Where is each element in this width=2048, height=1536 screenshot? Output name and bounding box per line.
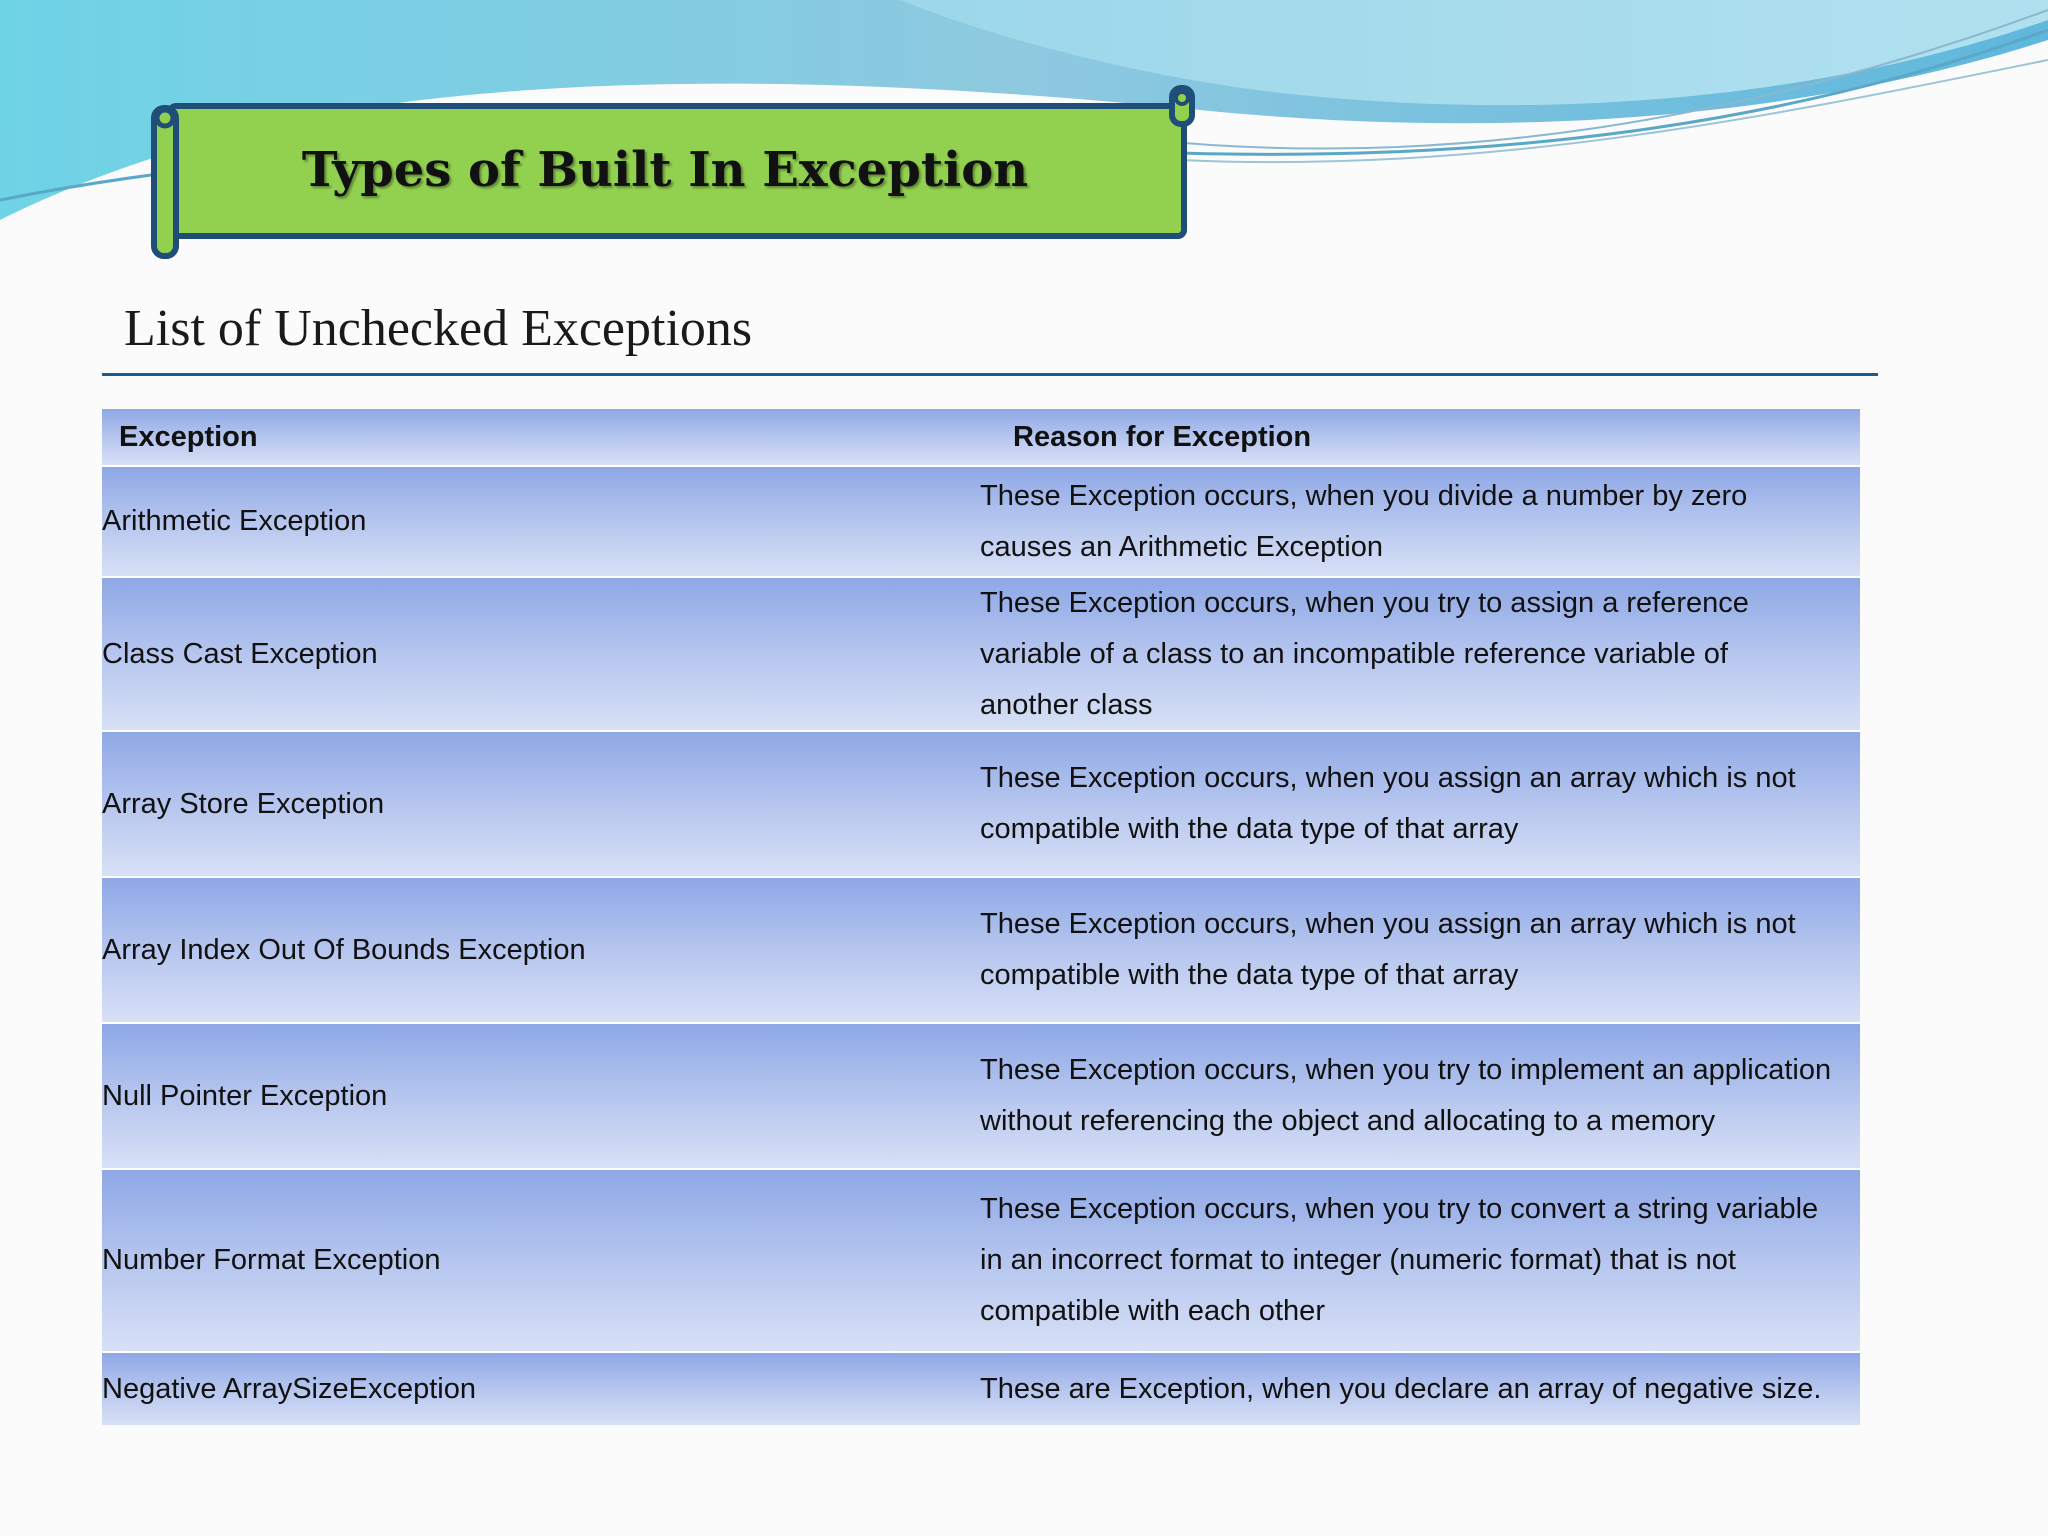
- reason-line: compatible with each other: [980, 1295, 1325, 1327]
- reason-line: variable of a class to an incompatible reference variable of: [980, 637, 1728, 670]
- reason-line: causes an Arithmetic Exception: [980, 530, 1383, 563]
- table-row: [102, 1022, 1860, 1168]
- table-row: [102, 576, 1860, 730]
- exception-reason: [980, 578, 1860, 731]
- exception-reason: [980, 1364, 1860, 1415]
- table-row: [102, 465, 1860, 576]
- reason-line: These Exception occurs, when you assign an array which is not: [980, 908, 1796, 940]
- exception-name: Number Format Exception: [102, 1244, 441, 1276]
- table-row: [102, 1168, 1860, 1351]
- reason-line: without referencing the object and allocating to a memory: [980, 1105, 1716, 1137]
- reason-line: compatible with the data type of that array: [980, 959, 1519, 991]
- title-divider: [102, 373, 1878, 376]
- exception-name: Class Cast Exception: [102, 637, 378, 670]
- table-header-row: [102, 409, 1860, 465]
- title-banner: [150, 82, 1202, 260]
- exception-reason: [980, 1184, 1860, 1337]
- exception-name: Array Store Exception: [102, 787, 385, 820]
- exception-reason: [980, 899, 1860, 1001]
- reason-line: These are Exception, when you declare an array of negative size.: [980, 1372, 1822, 1405]
- reason-line: in an incorrect format to integer (numeric format) that is not: [980, 1244, 1736, 1276]
- section-subtitle: List of Unchecked Exceptions: [124, 300, 753, 357]
- exception-name: Negative ArraySizeException: [102, 1372, 476, 1405]
- reason-line: These Exception occurs, when you try to assign a reference: [980, 586, 1749, 619]
- column-header-reason: Reason for Exception: [1013, 420, 1312, 453]
- reason-line: These Exception occurs, when you assign an array which is not: [980, 762, 1796, 794]
- exceptions-table: [102, 409, 1860, 1425]
- exception-reason: [980, 753, 1860, 855]
- exception-reason: [980, 471, 1860, 573]
- table-row: [102, 1351, 1860, 1425]
- table-row: [102, 876, 1860, 1022]
- page-title: Types of Built In Exception: [301, 142, 1029, 198]
- exception-name: Null Pointer Exception: [102, 1079, 388, 1112]
- reason-line: another class: [980, 688, 1153, 721]
- column-header-exception: Exception: [119, 420, 258, 453]
- exception-name: Array Index Out Of Bounds Exception: [102, 933, 586, 966]
- exception-name: Arithmetic Exception: [102, 505, 367, 537]
- exception-reason: [980, 1045, 1860, 1147]
- reason-line: These Exception occurs, when you divide a number by zero: [980, 479, 1748, 512]
- table-row: [102, 730, 1860, 876]
- reason-line: These Exception occurs, when you try to implement an application: [980, 1054, 1832, 1086]
- reason-line: These Exception occurs, when you try to convert a string variable: [980, 1193, 1819, 1225]
- reason-line: compatible with the data type of that array: [980, 813, 1519, 845]
